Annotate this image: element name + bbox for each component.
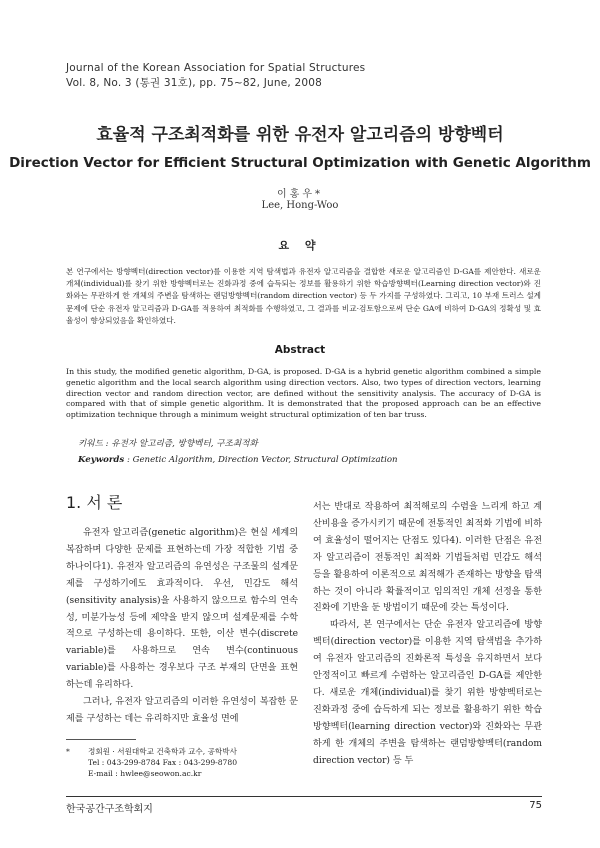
journal-volume: Vol. 8, No. 3 (통권 31호), pp. 75~82, June, 2008 bbox=[66, 77, 322, 89]
body-paragraph: 따라서, 본 연구에서는 단순 유전자 알고리즘에 방향벡터(direction vector)를 이용한 지역 탐색법을 추가하여 유전자 알고리즘의 진화론적 특성을 유지하면서 보다 안정적이고 빠르게 수렴하는 알고리즘인 D-GA를 제안한다. 새로운 개체(individual)를 찾기 위한 방향벡터로는 진화과정 중에 습득하게 되는 정보를 활용하기 위한 학습방향벡터(learning direction vector)와 진화와는 무관하게 한 개체의 주변을 탐색하는 랜덤방향벡터(random direction vector) 등 두 bbox=[313, 620, 542, 766]
page-number: 75 bbox=[529, 800, 542, 811]
footer-journal-name: 한국공간구조학회지 bbox=[66, 804, 153, 815]
english-abstract-text: In this study, the modified genetic algorithm, D-GA, is proposed. D-GA is a hybrid genetic algorithm combined a simple genetic algorithm and the local search algorithm using direction vectors. Also, two types of direction vectors, learning direction vector and random direction vector, are defined without the sensitivity analysis. The accuracy of D-GA is compared with that of simple genetic algorithm. It is demonstrated that the proposed approach can be an effective optimization technique through a minimum weight structural optimization of ten bar truss. bbox=[66, 367, 541, 420]
footnote-affiliation: 정회원 · 서원대학교 건축학과 교수, 공학박사 bbox=[88, 747, 237, 756]
author-footnote bbox=[66, 746, 237, 779]
paper-title-english: Direction Vector for Efficient Structural Optimization with Genetic Algorithm bbox=[9, 155, 591, 171]
section-heading-introduction: 1. 서 론 bbox=[66, 493, 123, 512]
keywords-english bbox=[78, 455, 398, 465]
body-column-left bbox=[66, 525, 298, 728]
english-abstract-heading: Abstract bbox=[274, 344, 326, 356]
body-column-right bbox=[313, 499, 542, 770]
body-paragraph: 그러나, 유전자 알고리즘의 이러한 유연성이 복잡한 문제를 구성하는 데는 유리하지만 효율성 면에 bbox=[66, 697, 298, 724]
journal-header bbox=[66, 61, 365, 91]
author-korean: 이홍우* bbox=[277, 189, 323, 200]
korean-abstract-text: 본 연구에서는 방향벡터(direction vector)를 이용한 지역 탐색법과 유전자 알고리즘을 결합한 새로운 알고리즘인 D-GA를 제안한다. 새로운 개체(individual)를 찾기 위한 방향벡터로는 진화과정 중에 습득되는 정보를 활용하기 위한 학습방향벡터(Learning direction vector)와 진화와는 무관하게 한 개체의 주변을 탐색하는 랜덤방향벡터(random direction vector) 등 두 가지를 구성하였다. 그리고, 10 부재 트러스 설계 문제에 단순 유전자 알고리즘과 D-GA를 적용하여 최적화를 수행하였고, 그 결과를 비교·검토함으로써 단순 GA에 비하여 D-GA의 정확성 및 효율성이 향상되었음을 확인하였다. bbox=[66, 267, 541, 325]
footnote-phone: Tel : 043-299-8784 Fax : 043-299-8780 bbox=[88, 758, 238, 767]
footer-divider bbox=[66, 796, 542, 797]
keywords-korean: 키워드 : 유전자 알고리즘, 방향벡터, 구조최적화 bbox=[78, 439, 258, 449]
journal-name: Journal of the Korean Association for Spatial Structures bbox=[66, 62, 366, 74]
keywords-english-label: Keywords bbox=[78, 455, 125, 465]
author-english: Lee, Hong-Woo bbox=[261, 200, 339, 211]
paper-title-korean: 효율적 구조최적화를 위한 유전자 알고리즘의 방향벡터 bbox=[96, 125, 504, 145]
body-paragraph: 서는 반대로 작용하여 최적해로의 수렴을 느리게 하고 계산비용을 증가시키기 때문에 전통적인 최적화 기법에 비하여 효율성이 떨어지는 단점도 있다4). 이러한 단점은 유전자 알고리즘이 전통적인 최적화 기법들처럼 민감도 해석 등을 활용하여 이론적으로 최적해가 존재하는 방향을 탐색하는 것이 아니라 확률적이고 임의적인 개체 선정을 통한 진화에 기반을 둔 방법이기 때문에 갖는 특성이다. bbox=[313, 502, 542, 614]
footnote-mark: * bbox=[66, 747, 70, 756]
body-paragraph: 유전자 알고리즘(genetic algorithm)은 현실 세계의 복잡하며 다양한 문제를 표현하는데 가장 적합한 기법 중 하나이다1). 유전자 알고리즘의 유연성은 구조물의 설계문제를 구성하기에도 효과적이다. 우선, 민감도 해석(sensitivity analysis)을 사용하지 않으므로 함수의 연속성, 미분가능성 등에 제약을 받지 않으며 설계문제를 수학적으로 구성하는데 용이하다. 또한, 이산 변수(discrete variable)를 사용하므로 연속 변수(continuous variable)를 사용하는 경우보다 구조 부재의 단면을 표현하는데 유리하다. bbox=[66, 528, 298, 691]
footnote-email: E-mail : hwlee@seowon.ac.kr bbox=[88, 769, 202, 778]
korean-abstract-heading: 요 약 bbox=[278, 239, 322, 252]
footnote-divider bbox=[66, 739, 136, 740]
keywords-english-list: : Genetic Algorithm, Direction Vector, Structural Optimization bbox=[124, 455, 398, 465]
